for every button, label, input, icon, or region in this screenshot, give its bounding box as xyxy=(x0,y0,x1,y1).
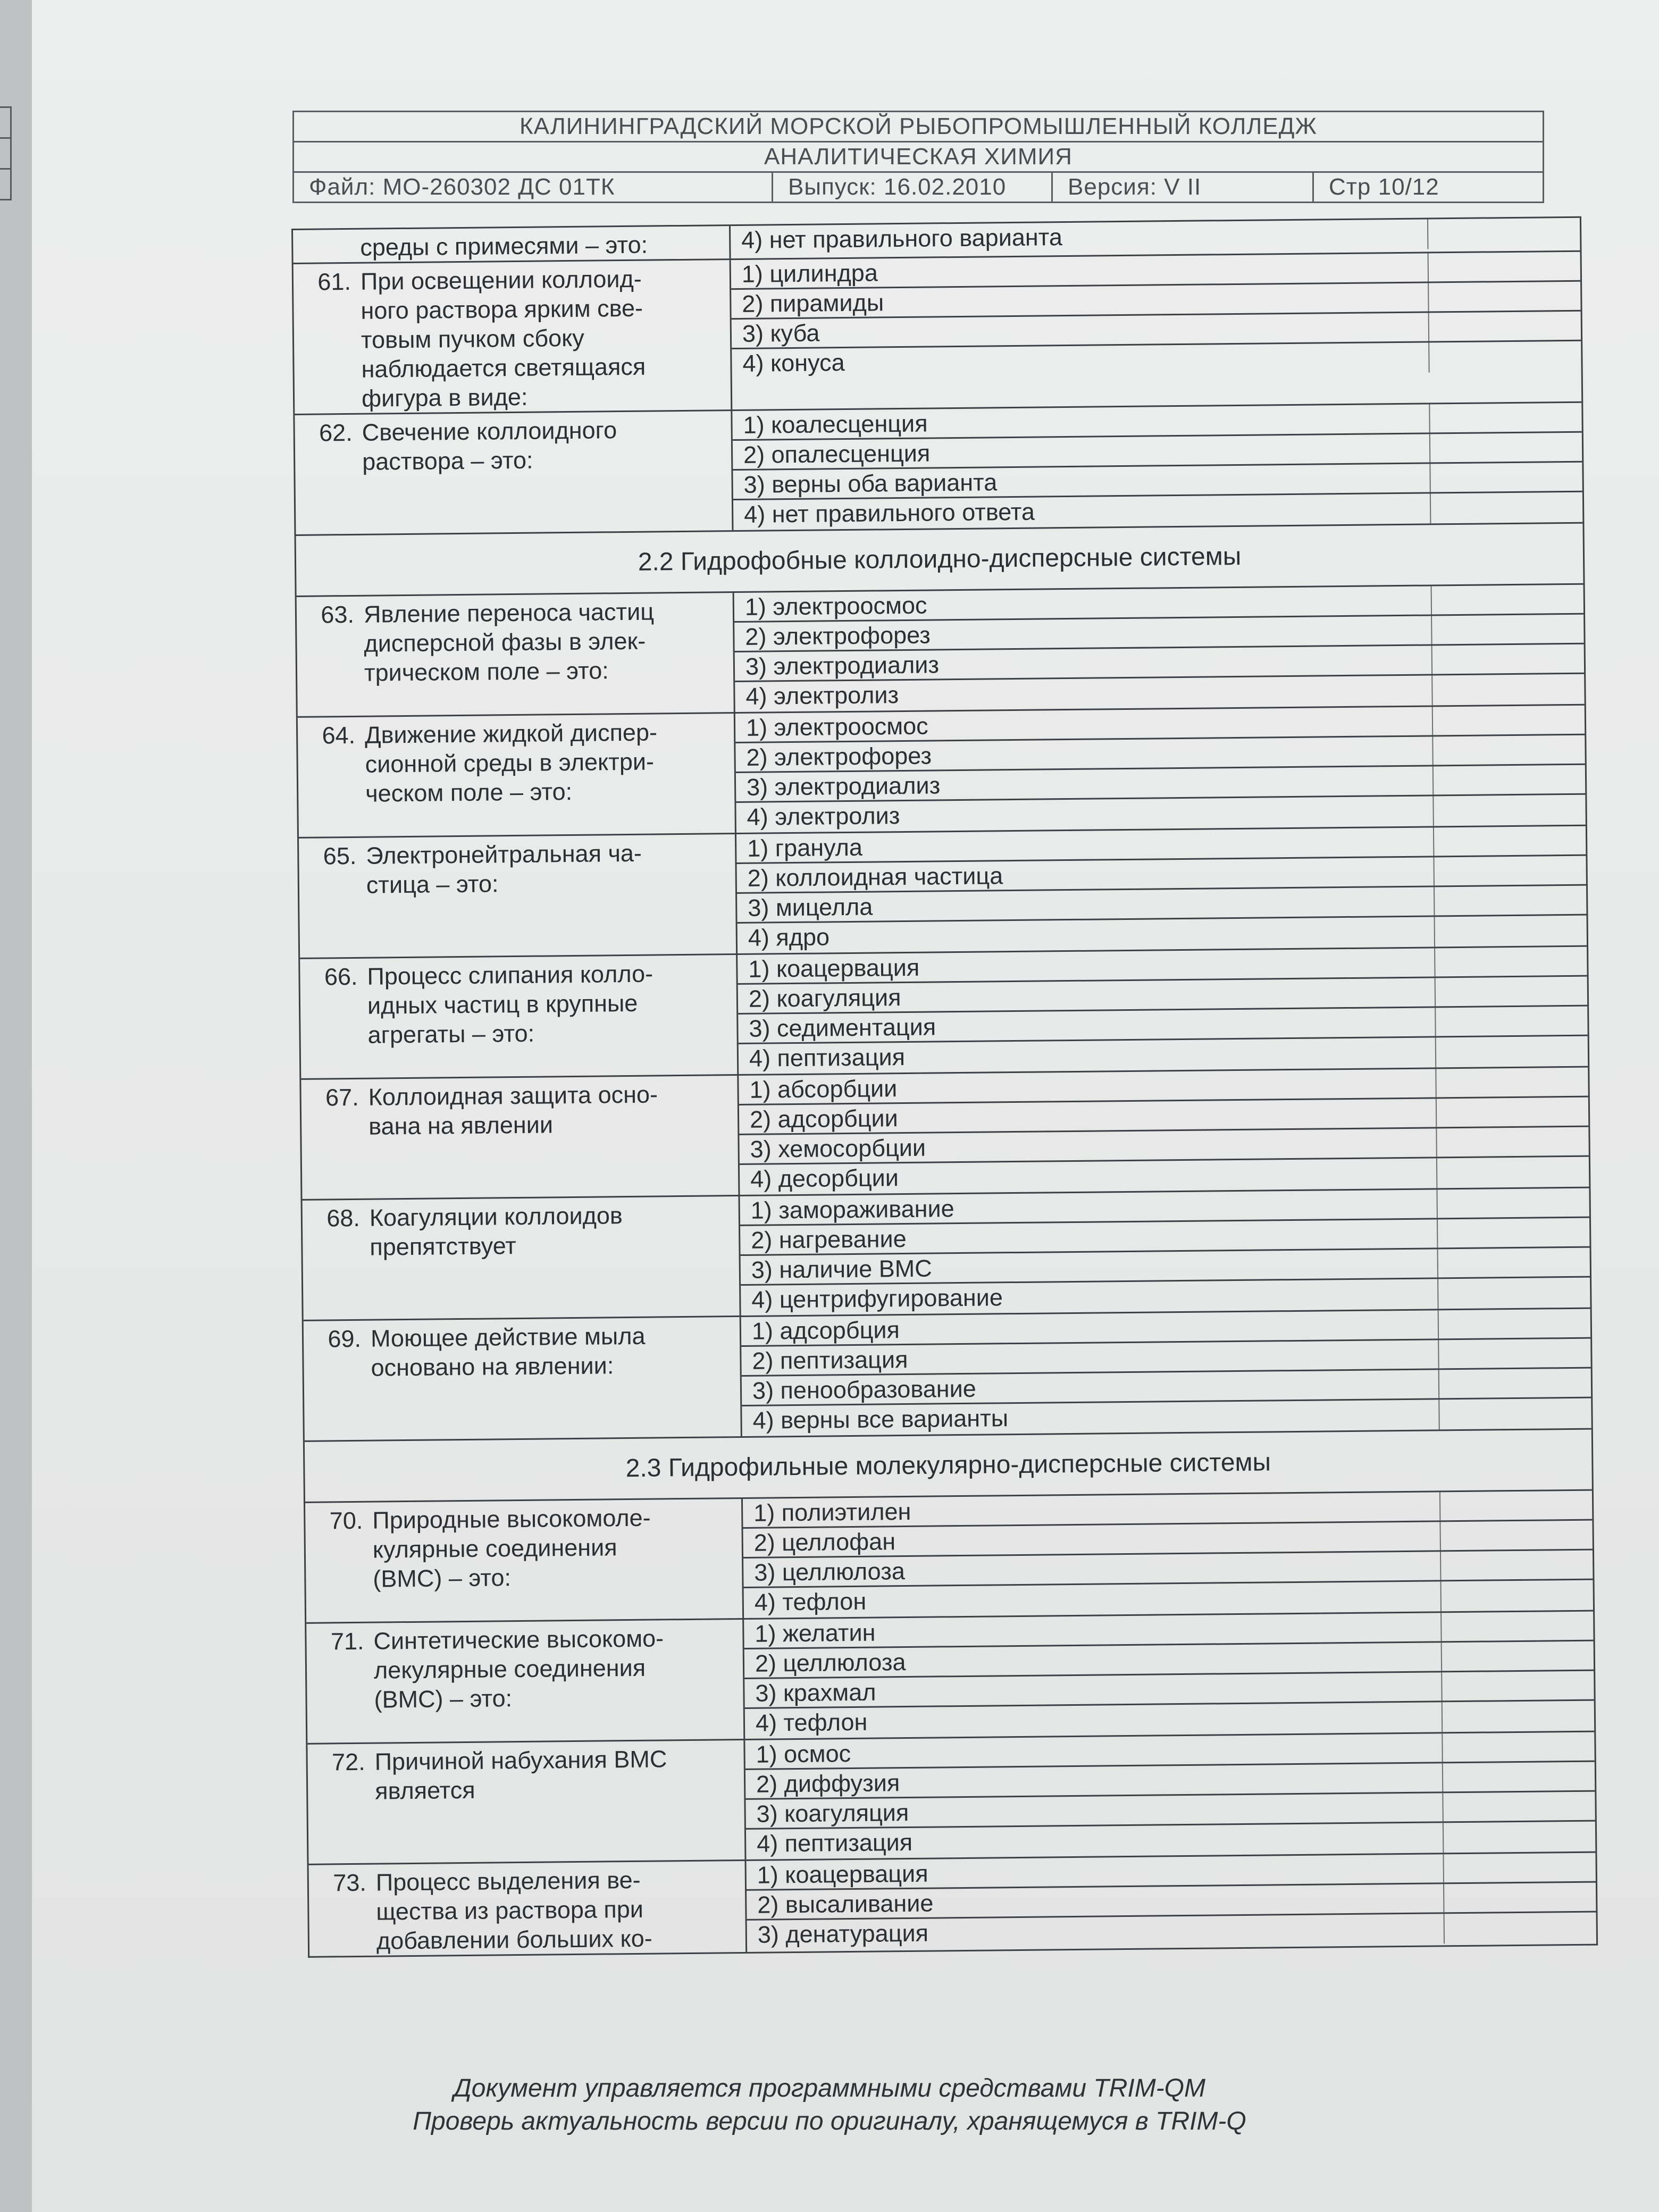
answer-text: 4) электролиз xyxy=(747,802,900,831)
question-text: Свечение коллоидного раствора – это: xyxy=(362,416,617,475)
answer-mark-cell xyxy=(1429,403,1581,433)
question-text: Движение жидкой диспер- сионной среды в электри- ческом поле – это: xyxy=(364,718,658,807)
answer-mark-cell xyxy=(1429,463,1582,492)
header-file: Файл: МО-260302 ДС 01ТК xyxy=(309,174,615,200)
question-row xyxy=(299,825,1587,958)
answer-text: 2) пирамиды xyxy=(742,289,884,317)
header-college: КАЛИНИНГРАДСКИЙ МОРСКОЙ РЫБОПРОМЫШЛЕННЫЙ КОЛЛЕДЖ xyxy=(294,112,1543,143)
answer-mark-cell xyxy=(1435,1036,1588,1068)
question-number: 68. xyxy=(326,1204,361,1232)
answer-mark-cell xyxy=(1436,1157,1589,1188)
header-meta-row xyxy=(294,173,1543,202)
answer-mark-cell xyxy=(1432,765,1585,795)
question-number: 61. xyxy=(317,267,351,296)
answer-text: 4) пептизация xyxy=(749,1043,906,1072)
question-cell xyxy=(305,1499,742,1622)
answer-text: 2) коллоидная частица xyxy=(747,862,1003,892)
answer-mark-cell xyxy=(1444,1913,1597,1944)
answer-mark-cell xyxy=(1439,1491,1592,1521)
answer-mark-cell xyxy=(1427,218,1580,249)
answer-text: 1) цилиндра xyxy=(741,259,878,288)
answer-text: 1) электроосмос xyxy=(745,712,928,741)
answer-list xyxy=(743,1732,1595,1859)
answer-option xyxy=(731,218,1580,256)
answer-text: 3) денатурация xyxy=(757,1919,929,1948)
answer-text: 2) электрофорез xyxy=(746,742,932,771)
answer-mark-cell xyxy=(1437,1218,1589,1248)
answer-text: 4) пептизация xyxy=(756,1828,913,1857)
answer-text: 2) опалесценция xyxy=(743,439,931,468)
answer-mark-cell xyxy=(1428,252,1580,282)
answer-text: 1) коацервация xyxy=(748,953,920,983)
answer-list xyxy=(731,403,1582,530)
answer-text: 1) замораживание xyxy=(750,1195,954,1224)
answer-text: 1) абсорбции xyxy=(749,1075,898,1103)
question-row xyxy=(303,1187,1590,1320)
question-row xyxy=(309,1851,1597,1956)
answer-mark-cell xyxy=(1435,1007,1587,1036)
answer-text: 4) конуса xyxy=(742,349,845,377)
header-issue: Выпуск: 16.02.2010 xyxy=(772,173,1051,202)
question-cell xyxy=(304,1317,741,1440)
answer-mark-cell xyxy=(1429,433,1582,463)
section-heading: 2.3 Гидрофильные молекулярно-дисперсные системы xyxy=(305,1428,1592,1502)
answer-text: 1) желатин xyxy=(755,1619,876,1647)
question-text: Синтетические высокомо- лекулярные соединения (ВМС) – это: xyxy=(373,1624,664,1713)
answer-text: 4) нет правильного варианта xyxy=(741,223,1063,254)
question-number: 71. xyxy=(330,1627,364,1655)
answer-list xyxy=(734,706,1586,833)
answer-text: 1) адсорбция xyxy=(751,1316,900,1345)
edge-line xyxy=(0,168,12,200)
question-row xyxy=(298,704,1586,837)
question-cell xyxy=(299,834,736,958)
answer-mark-cell xyxy=(1440,1551,1593,1580)
answer-mark-cell xyxy=(1432,706,1585,735)
answer-mark-cell xyxy=(1431,644,1584,674)
question-cell xyxy=(300,955,737,1078)
answer-mark-cell xyxy=(1442,1762,1595,1792)
question-cell xyxy=(307,1740,744,1864)
answer-mark-cell xyxy=(1428,341,1581,373)
answer-text: 4) нет правильного ответа xyxy=(743,498,1035,528)
question-cell xyxy=(306,1620,743,1743)
question-cell xyxy=(297,593,734,716)
question-number: 64. xyxy=(322,721,356,749)
answer-mark-cell xyxy=(1435,977,1587,1007)
answer-list xyxy=(730,252,1582,409)
previous-page-edge xyxy=(0,106,12,200)
answer-text: 4) центрифугирование xyxy=(751,1284,1003,1313)
answer-text: 4) ядро xyxy=(748,923,830,951)
question-table xyxy=(291,216,1598,1958)
answer-mark-cell xyxy=(1433,826,1586,856)
answer-mark-cell xyxy=(1438,1369,1591,1398)
answer-text: 3) мицелла xyxy=(748,893,873,921)
answer-mark-cell xyxy=(1443,1853,1595,1883)
question-number: 69. xyxy=(328,1325,362,1353)
answer-text: 4) десорбции xyxy=(750,1164,899,1193)
answer-mark-cell xyxy=(1431,615,1583,644)
document-header xyxy=(292,111,1544,203)
answer-text: 4) верны все варианты xyxy=(752,1404,1009,1434)
question-text: Природные высокомоле- кулярные соединения (ВМС) – это: xyxy=(372,1504,651,1593)
question-row xyxy=(294,250,1582,414)
answer-mark-cell xyxy=(1438,1309,1590,1339)
answer-text: 3) электродиализ xyxy=(745,651,940,680)
answer-text: 2) электрофорез xyxy=(745,621,931,650)
answer-mark-cell xyxy=(1442,1792,1595,1822)
question-cell xyxy=(301,1076,738,1199)
header-page: Стр 10/12 xyxy=(1312,173,1543,202)
edge-line xyxy=(0,137,12,168)
question-row xyxy=(307,1731,1595,1864)
header-version: Версия: V II xyxy=(1051,173,1312,202)
answer-text: 2) адсорбции xyxy=(749,1104,899,1133)
question-text: Коагуляции коллоидов препятствует xyxy=(369,1202,623,1261)
answer-mark-cell xyxy=(1442,1732,1594,1762)
question-number: 63. xyxy=(321,600,355,629)
answer-list xyxy=(735,826,1587,953)
question-text: Явление переноса частиц дисперсной фазы в элек- трическом поле – это: xyxy=(363,598,655,686)
question-text: Процесс выделения ве- щества из раствора при добавлении больших ко- xyxy=(375,1866,652,1955)
answer-text: 3) седиментация xyxy=(749,1013,936,1042)
answer-text: 4) тефлон xyxy=(754,1587,867,1616)
answer-mark-cell xyxy=(1436,1097,1588,1127)
answer-mark-cell xyxy=(1428,312,1581,341)
answer-text: 3) наличие ВМС xyxy=(751,1254,932,1284)
answer-text: 2) нагревание xyxy=(751,1225,907,1254)
question-row xyxy=(295,401,1582,534)
answer-text: 3) верны оба варианта xyxy=(743,468,998,498)
answer-mark-cell xyxy=(1431,674,1585,706)
answer-mark-cell xyxy=(1436,1127,1588,1157)
question-text: Причиной набухания ВМС является xyxy=(374,1745,667,1805)
footer-note-2: Проверь актуальность версии по оригиналу, хранящемуся в TRIM-Q xyxy=(413,2107,1246,2135)
answer-text: 1) коалесценция xyxy=(743,409,928,439)
answer-text: 2) пептизация xyxy=(752,1345,908,1375)
answer-mark-cell xyxy=(1433,856,1586,886)
question-row xyxy=(305,1489,1593,1622)
answer-list xyxy=(739,1188,1590,1316)
answer-list xyxy=(742,1612,1594,1739)
answer-list xyxy=(740,1309,1591,1436)
question-number: 67. xyxy=(325,1083,359,1111)
question-cell xyxy=(298,714,735,837)
answer-list xyxy=(745,1853,1597,1952)
answer-text: 2) диффузия xyxy=(756,1769,900,1798)
question-number: 65. xyxy=(323,842,357,870)
answer-mark-cell xyxy=(1440,1612,1593,1641)
answer-mark-cell xyxy=(1443,1822,1596,1853)
answer-mark-cell xyxy=(1438,1398,1591,1430)
answer-text: 1) полиэтилен xyxy=(753,1497,911,1527)
header-subject: АНАЛИТИЧЕСКАЯ ХИМИЯ xyxy=(294,143,1543,173)
answer-text: 2) целлюлоза xyxy=(755,1648,906,1677)
question-cell xyxy=(293,226,730,263)
answer-text: 1) гранула xyxy=(747,833,863,862)
section-heading: 2.2 Гидрофобные коллоидно-дисперсные системы xyxy=(296,522,1583,596)
question-text: При освещении коллоид- ного раствора ярким све- товым пучком сбоку наблюдается светящаяся фигура в виде: xyxy=(360,265,646,412)
answer-mark-cell xyxy=(1434,947,1587,977)
answer-text: 1) электроосмос xyxy=(744,591,927,621)
answer-mark-cell xyxy=(1440,1580,1594,1612)
question-cell xyxy=(303,1196,740,1320)
answer-text: 3) крахмал xyxy=(755,1678,876,1707)
question-row xyxy=(300,945,1588,1078)
question-text: Моющее действие мыла основано на явлении: xyxy=(370,1322,646,1381)
question-row xyxy=(297,583,1585,716)
answer-mark-cell xyxy=(1441,1641,1594,1671)
answer-mark-cell xyxy=(1442,1701,1595,1732)
answer-mark-cell xyxy=(1431,585,1583,615)
answer-mark-cell xyxy=(1432,795,1586,826)
answer-text: 4) тефлон xyxy=(755,1708,868,1737)
answer-mark-cell xyxy=(1435,1068,1588,1097)
question-text: Процесс слипания колло- идных частиц в крупные агрегаты – это: xyxy=(367,960,653,1049)
question-cell xyxy=(294,260,731,414)
answer-mark-cell xyxy=(1436,1188,1589,1218)
answer-mark-cell xyxy=(1434,916,1587,947)
answer-text: 2) высаливание xyxy=(757,1889,934,1918)
answer-list xyxy=(741,1491,1593,1618)
answer-mark-cell xyxy=(1438,1339,1590,1369)
answer-mark-cell xyxy=(1439,1521,1592,1551)
answer-text: 3) коагуляция xyxy=(756,1798,909,1828)
question-row xyxy=(304,1308,1591,1440)
answer-mark-cell xyxy=(1430,492,1583,524)
answer-mark-cell xyxy=(1443,1883,1596,1913)
answer-text: 3) хемосорбции xyxy=(750,1134,926,1163)
question-row xyxy=(301,1066,1589,1199)
answer-text: 2) целлофан xyxy=(753,1528,896,1556)
question-cell xyxy=(295,411,732,534)
answer-text: 1) осмос xyxy=(756,1740,851,1768)
answer-text: 3) куба xyxy=(742,319,820,347)
answer-list xyxy=(737,1068,1589,1195)
question-text: среды с примесями – это: xyxy=(360,231,648,261)
answer-text: 1) коацервация xyxy=(757,1859,928,1889)
answer-mark-cell xyxy=(1437,1248,1590,1278)
answer-list xyxy=(733,585,1585,712)
answer-text: 3) целлюлоза xyxy=(754,1557,906,1586)
question-text: Электронейтральная ча- стица – это: xyxy=(366,839,642,899)
answer-mark-cell xyxy=(1434,886,1586,916)
answer-list xyxy=(736,947,1588,1074)
question-text: Коллоидная защита осно- вана на явлении xyxy=(368,1080,658,1140)
footer-note-1: Документ управляется программными средствами TRIM-QM xyxy=(453,2074,1205,2102)
answer-mark-cell xyxy=(1432,735,1585,765)
question-number: 70. xyxy=(329,1506,363,1535)
question-number: 66. xyxy=(324,962,358,991)
question-row xyxy=(306,1610,1594,1743)
question-number: 73. xyxy=(333,1869,367,1897)
answer-mark-cell xyxy=(1428,282,1580,312)
answer-text: 2) коагуляция xyxy=(748,984,901,1012)
answer-text: 4) электролиз xyxy=(745,681,899,710)
question-number: 72. xyxy=(331,1748,365,1776)
answer-mark-cell xyxy=(1441,1671,1594,1701)
question-cell xyxy=(309,1861,746,1956)
answer-mark-cell xyxy=(1437,1278,1590,1309)
edge-line xyxy=(0,106,12,137)
answer-text: 3) электродиализ xyxy=(746,772,941,801)
question-number: 62. xyxy=(319,418,353,447)
answer-text: 3) пенообразование xyxy=(752,1375,976,1404)
